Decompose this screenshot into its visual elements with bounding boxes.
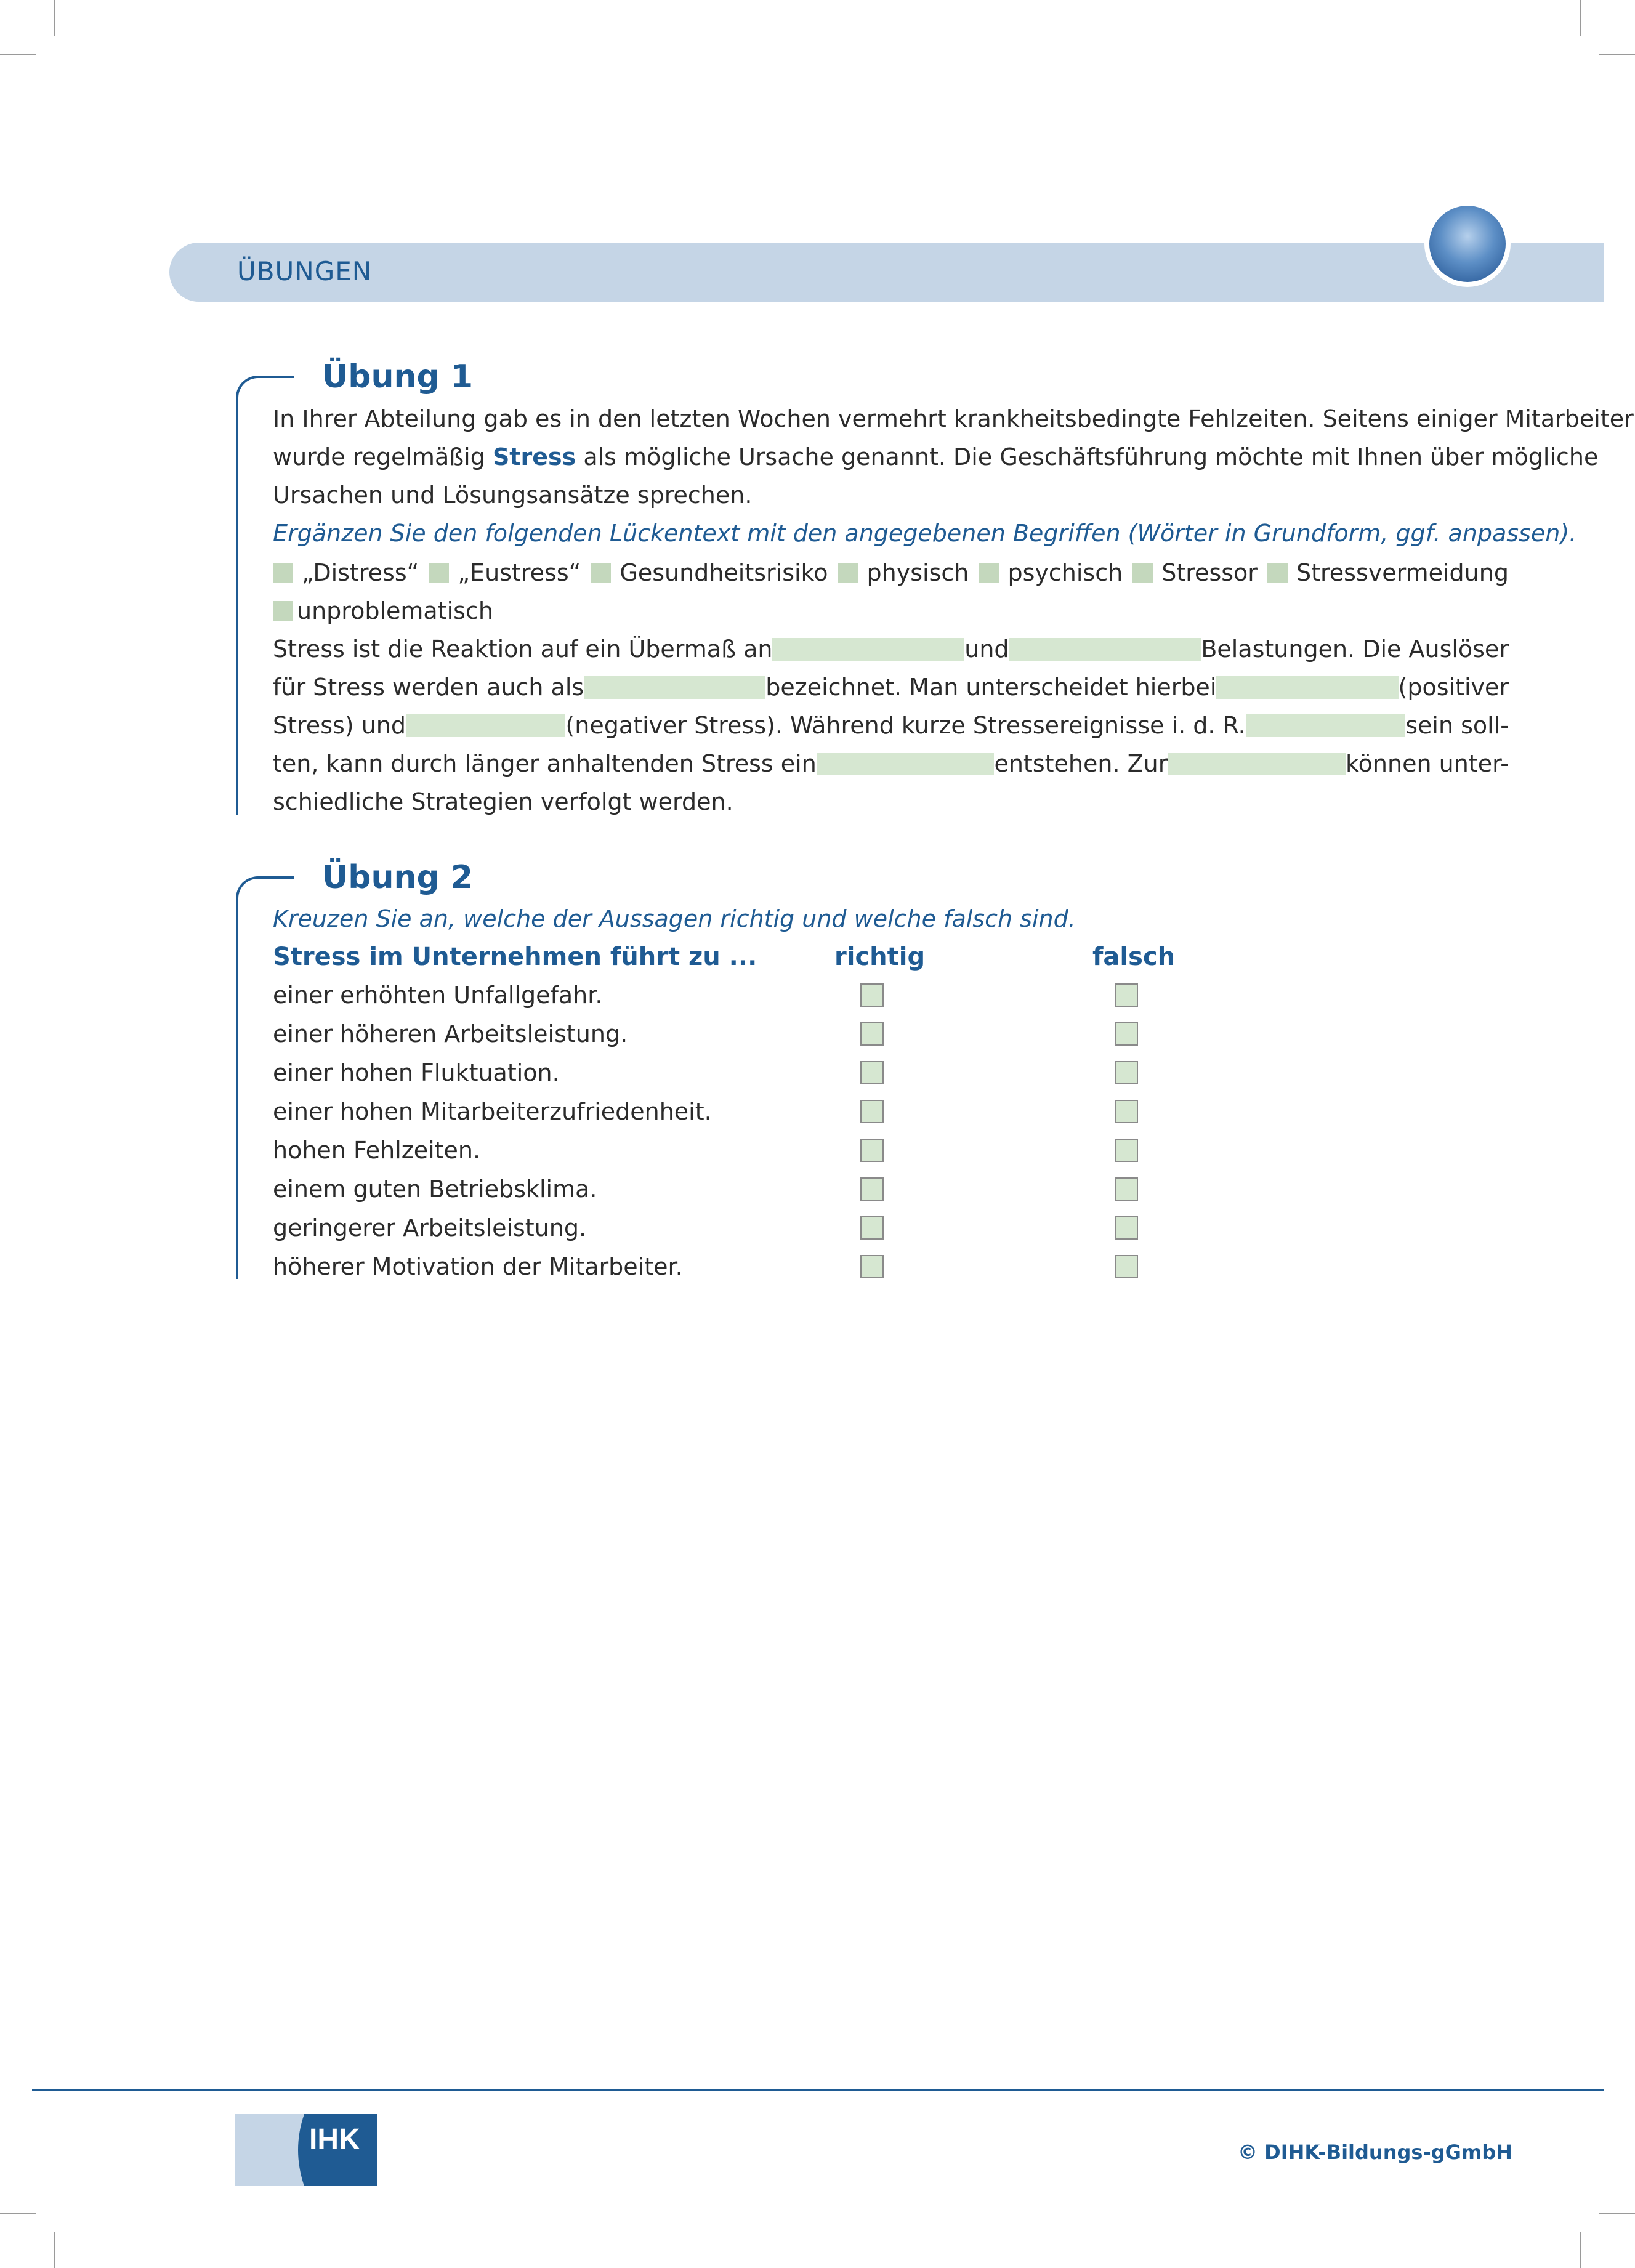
exercise-1-title: Übung 1 (322, 358, 473, 395)
intro-line-2 (273, 438, 1599, 475)
term-bullet-icon (273, 601, 293, 621)
statement-row: einer hohen Fluktuation. (273, 1059, 560, 1086)
section-title: ÜBUNGEN (237, 256, 373, 286)
statement-row: einer hohen Mitarbeiterzufriedenheit. (273, 1098, 712, 1125)
intro-text: In Ihrer Abteilung gab es in den letzten Wochen vermehrt krankheitsbedingte Fehlzeiten. Seitens einiger Mitarbeiter (273, 405, 1634, 432)
intro-line-3: Ursachen und Lösungsansätze sprechen. (273, 482, 753, 509)
cloze-text: entstehen. Zur (994, 750, 1168, 777)
ihk-logo (235, 2114, 377, 2186)
crop-mark (54, 0, 55, 36)
cloze-blank[interactable] (584, 676, 765, 699)
exercise-1-instruction: Ergänzen Sie den folgenden Lückentext mit den angegebenen Begriffen (Wörter in Grundform, ggf. anpassen). (273, 520, 1577, 547)
checkbox-false[interactable] (1115, 983, 1138, 1007)
term-bullet-icon (429, 563, 449, 583)
column-header-true: richtig (834, 943, 926, 971)
column-header-false: falsch (1092, 943, 1176, 971)
checkbox-true[interactable] (860, 983, 884, 1007)
crop-mark (1580, 2232, 1581, 2268)
cloze-text: ten, kann durch länger anhaltenden Stress ein (273, 750, 817, 777)
checkbox-false[interactable] (1115, 1061, 1138, 1084)
keyword-stress: Stress (492, 443, 576, 470)
checkbox-false[interactable] (1115, 1255, 1138, 1278)
statement-row: einem guten Betriebsklima. (273, 1176, 597, 1203)
cloze-line-5: schiedliche Strategien verfolgt werden. (273, 788, 733, 815)
term-item: „Distress“ (273, 554, 419, 591)
term-bullet-icon (1267, 563, 1288, 583)
cloze-line-4 (273, 745, 1509, 782)
section-header-bar (169, 243, 1604, 302)
checkbox-true[interactable] (860, 1255, 884, 1278)
checkbox-false[interactable] (1115, 1100, 1138, 1123)
crop-mark (1599, 2213, 1635, 2214)
checkbox-true[interactable] (860, 1022, 884, 1046)
checkbox-true[interactable] (860, 1100, 884, 1123)
term-item: physisch (838, 554, 969, 591)
term-item: Gesundheitsrisiko (591, 554, 828, 591)
cloze-text: Stress) und (273, 712, 406, 739)
term-bullet-icon (838, 563, 858, 583)
checkbox-true[interactable] (860, 1139, 884, 1162)
cloze-text: Stress ist die Reaktion auf ein Übermaß an (273, 636, 773, 663)
statement-row: einer höheren Arbeitsleistung. (273, 1020, 628, 1047)
cloze-blank[interactable] (1168, 753, 1346, 775)
cloze-blank[interactable] (1216, 676, 1398, 699)
term-bullet-icon (591, 563, 611, 583)
cloze-text: bezeichnet. Man unterscheidet hierbei (765, 674, 1217, 701)
checkbox-true[interactable] (860, 1216, 884, 1240)
term-item: Stressvermeidung (1267, 554, 1509, 591)
checkbox-false[interactable] (1115, 1216, 1138, 1240)
exercise-2-instruction: Kreuzen Sie an, welche der Aussagen richtig und welche falsch sind. (273, 905, 1076, 932)
statement-row: geringerer Arbeitsleistung. (273, 1214, 587, 1241)
cloze-text: Belastungen. Die Auslöser (1201, 636, 1509, 663)
term-list-continued (273, 592, 493, 632)
cloze-blank[interactable] (817, 753, 995, 775)
header-orb-icon (1424, 201, 1511, 287)
term-bullet-icon (1132, 563, 1153, 583)
cloze-text: und (964, 636, 1009, 663)
term-item: unproblematisch (273, 592, 493, 629)
intro-line-1 (273, 400, 1634, 437)
term-item: psychisch (979, 554, 1123, 591)
term-item: Stressor (1132, 554, 1258, 591)
cloze-text: können unter- (1346, 750, 1509, 777)
cloze-blank[interactable] (1246, 714, 1406, 737)
cloze-text: sein soll- (1405, 712, 1509, 739)
term-bullet-icon (979, 563, 999, 583)
crop-mark (0, 54, 36, 55)
statement-row: höherer Motivation der Mitarbeiter. (273, 1253, 683, 1280)
copyright-notice: © DIHK-Bildungs-gGmbH (1238, 2141, 1512, 2164)
statement-row: hohen Fehlzeiten. (273, 1137, 481, 1164)
checkbox-false[interactable] (1115, 1177, 1138, 1201)
cloze-blank[interactable] (406, 714, 566, 737)
crop-mark (1599, 54, 1635, 55)
cloze-text: (positiver (1398, 674, 1509, 701)
column-header-statement: Stress im Unternehmen führt zu ... (273, 943, 757, 971)
checkbox-true[interactable] (860, 1061, 884, 1084)
term-list (273, 554, 1509, 591)
cloze-blank[interactable] (772, 638, 964, 661)
cloze-text: für Stress werden auch als (273, 674, 584, 701)
exercise-2-title: Übung 2 (322, 859, 473, 896)
term-bullet-icon (273, 563, 293, 583)
crop-mark (54, 2232, 55, 2268)
statement-row: einer erhöhten Unfallgefahr. (273, 982, 603, 1009)
cloze-line-1 (273, 631, 1509, 668)
checkbox-false[interactable] (1115, 1139, 1138, 1162)
logo-text: IHK (309, 2123, 360, 2156)
crop-mark (0, 2213, 36, 2214)
footer-divider (32, 2089, 1604, 2091)
term-item: „Eustress“ (429, 554, 581, 591)
checkbox-true[interactable] (860, 1177, 884, 1201)
cloze-text: (negativer Stress). Während kurze Stressereignisse i. d. R. (565, 712, 1246, 739)
intro-text: wurde regelmäßig (273, 443, 485, 470)
cloze-line-2 (273, 669, 1509, 706)
crop-mark (1580, 0, 1581, 36)
cloze-line-3 (273, 707, 1509, 744)
checkbox-false[interactable] (1115, 1022, 1138, 1046)
cloze-blank[interactable] (1009, 638, 1201, 661)
intro-text: als mögliche Ursache genannt. Die Geschäftsführung möchte mit Ihnen über mögliche (583, 443, 1599, 470)
